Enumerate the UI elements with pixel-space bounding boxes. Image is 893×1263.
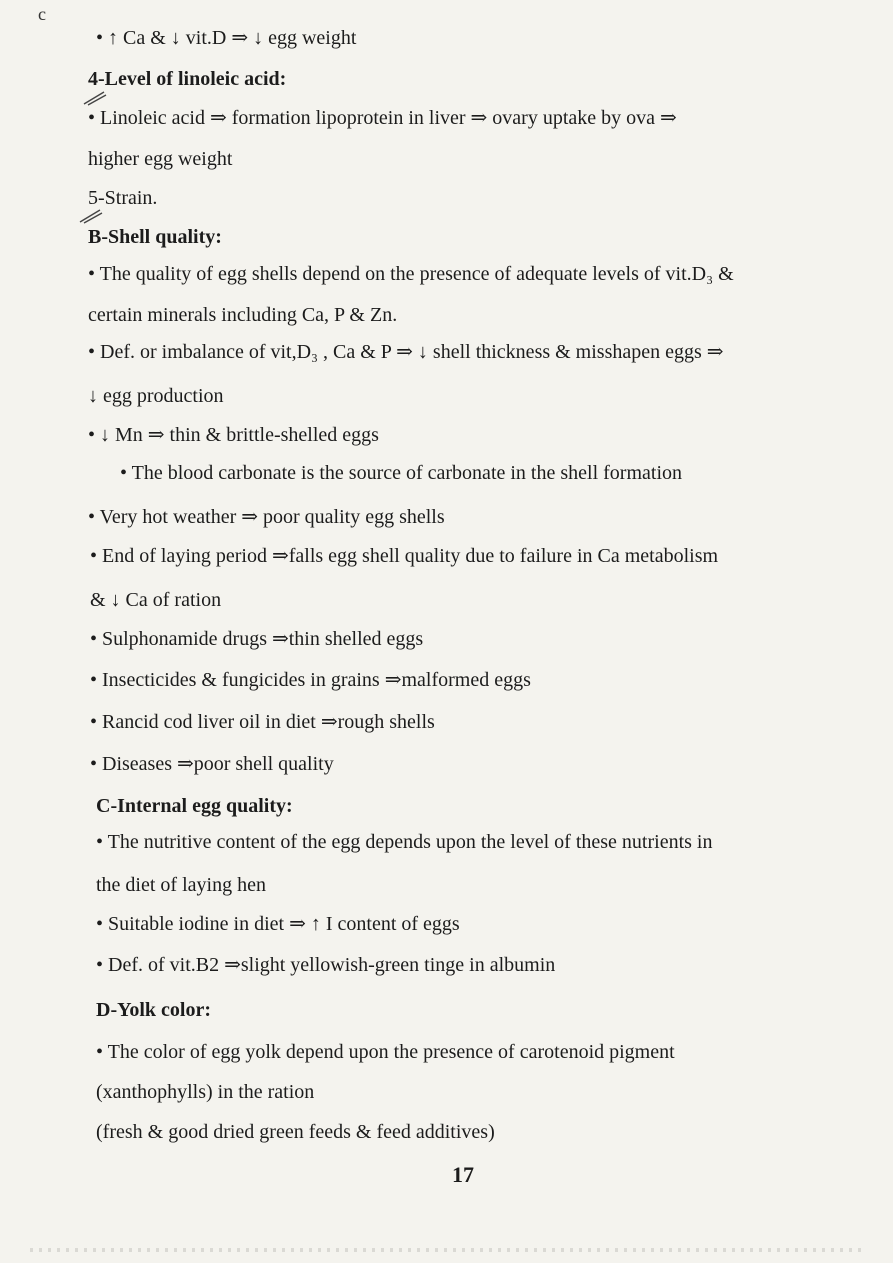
- text-line: • ↑ Ca & ↓ vit.D ⇒ ↓ egg weight: [96, 27, 357, 49]
- section-heading: 4-Level of linoleic acid:: [88, 68, 287, 90]
- text-line: • Diseases ⇒poor shell quality: [90, 753, 334, 775]
- margin-pen-mark: c: [38, 4, 46, 24]
- text-line: & ↓ Ca of ration: [90, 589, 222, 611]
- text-line: • The blood carbonate is the source of carbonate in the shell formation: [120, 462, 683, 484]
- text-line: • The color of egg yolk depend upon the presence of carotenoid pigment: [96, 1041, 675, 1063]
- text-line: • End of laying period ⇒falls egg shell quality due to failure in Ca metabolism: [90, 545, 719, 567]
- text-line: • Very hot weather ⇒ poor quality egg shells: [88, 506, 445, 528]
- text-line: • Sulphonamide drugs ⇒thin shelled eggs: [90, 628, 424, 650]
- text-line: the diet of laying hen: [96, 874, 266, 896]
- hatch-mark-icon: [82, 88, 108, 106]
- hatch-mark-icon: [78, 206, 104, 224]
- text-line: • Suitable iodine in diet ⇒ ↑ I content of eggs: [96, 913, 460, 935]
- text-line: • Linoleic acid ⇒ formation lipoprotein in liver ⇒ ovary uptake by ova ⇒: [88, 107, 677, 129]
- text-line: • Rancid cod liver oil in diet ⇒rough shells: [90, 711, 435, 733]
- section-heading: D-Yolk color:: [96, 999, 211, 1021]
- section-heading: C-Internal egg quality:: [96, 795, 293, 817]
- text-line: • The quality of egg shells depend on the presence of adequate levels of vit.D₃ &: [88, 263, 734, 285]
- text-line: • ↓ Mn ⇒ thin & brittle-shelled eggs: [88, 424, 379, 446]
- section-heading: B-Shell quality:: [88, 226, 222, 248]
- text-line: certain minerals including Ca, P & Zn.: [88, 304, 398, 326]
- text-line: (fresh & good dried green feeds & feed additives): [96, 1121, 495, 1143]
- section-heading: 5-Strain.: [88, 187, 158, 209]
- text-line: • Def. of vit.B2 ⇒slight yellowish-green tinge in albumin: [96, 954, 556, 976]
- text-line: • Insecticides & fungicides in grains ⇒malformed eggs: [90, 669, 531, 691]
- scan-border-noise: [30, 1248, 863, 1252]
- text-line: higher egg weight: [88, 148, 233, 170]
- text-line: ↓ egg production: [88, 385, 224, 407]
- page-number: 17: [452, 1162, 474, 1187]
- text-line: (xanthophylls) in the ration: [96, 1081, 315, 1103]
- text-line: • Def. or imbalance of vit,D₃ , Ca & P ⇒ ↓ shell thickness & misshapen eggs ⇒: [88, 341, 724, 363]
- text-line: • The nutritive content of the egg depends upon the level of these nutrients in: [96, 831, 713, 853]
